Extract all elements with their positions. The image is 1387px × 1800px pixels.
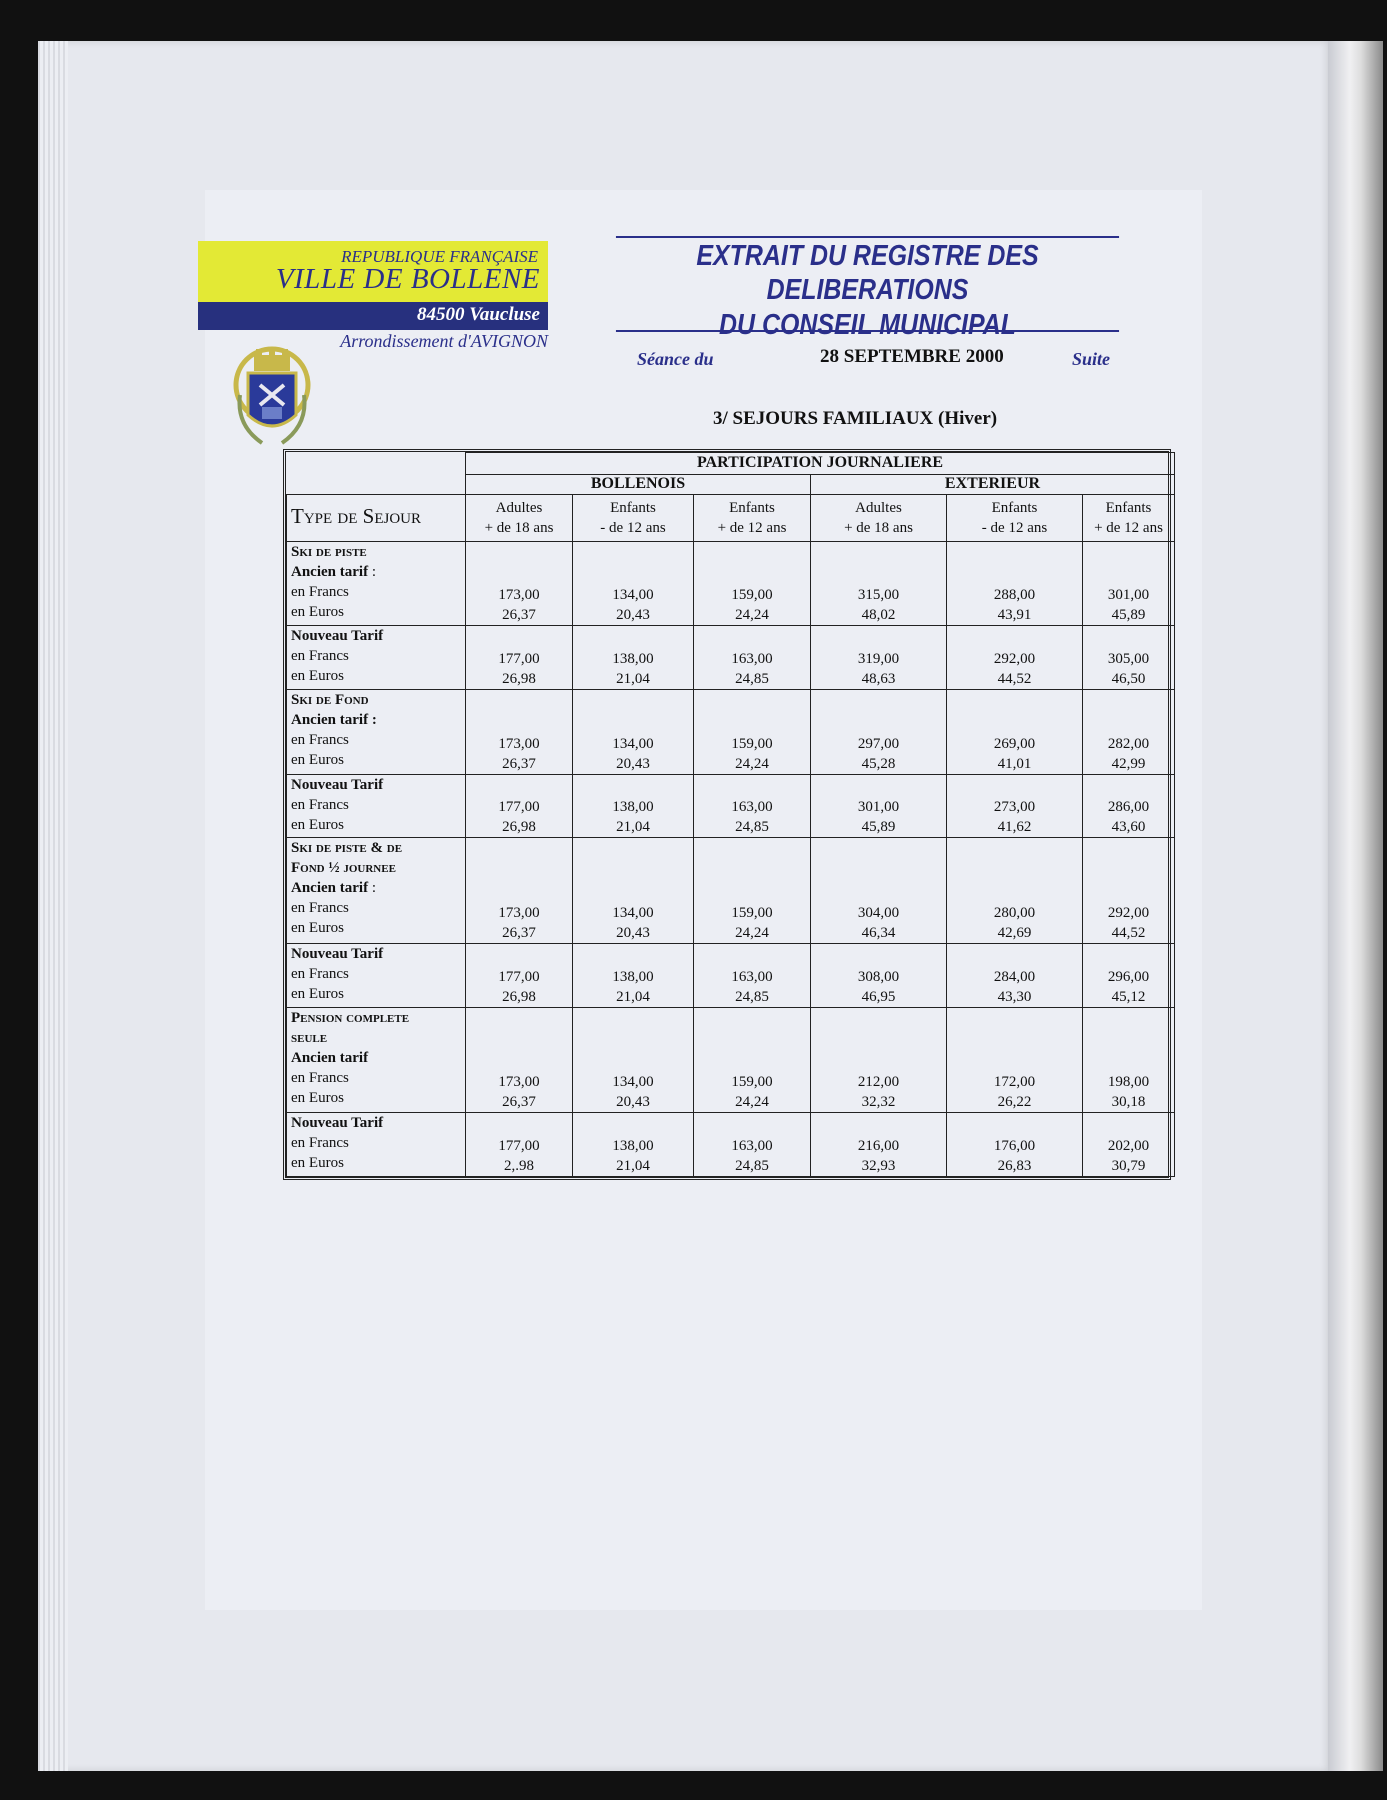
table-corner [287, 453, 466, 495]
francs-value: 198,00 [1107, 1074, 1150, 1091]
value-cell [466, 774, 573, 838]
francs-value: 159,00 [731, 904, 773, 921]
euros-value: 20,43 [616, 755, 650, 772]
euros-value: 42,69 [997, 924, 1032, 941]
euros-value: 48,02 [861, 607, 896, 624]
francs-value: 177,00 [498, 968, 540, 985]
francs-value: 288,00 [993, 587, 1036, 604]
francs-label: en Francs [291, 1135, 349, 1152]
value-cell [811, 1007, 947, 1113]
euros-value: 26,98 [502, 819, 536, 836]
exterieur-header: EXTERIEUR [811, 474, 1175, 494]
value-cell [811, 541, 947, 626]
francs-value: 159,00 [731, 587, 773, 604]
tarif-line [291, 1113, 462, 1133]
coat-of-arms-icon [232, 345, 312, 455]
value-cell [947, 943, 1083, 1007]
euros-value: 20,43 [616, 607, 650, 624]
francs-value: 134,00 [612, 1074, 654, 1091]
value-cell [466, 690, 573, 775]
value-cell [573, 541, 694, 626]
francs-value: 134,00 [612, 735, 654, 752]
value-cell [573, 626, 694, 690]
value-cell [573, 774, 694, 838]
value-cell [947, 774, 1083, 838]
euros-value: 32,32 [861, 1094, 896, 1111]
francs-value: 177,00 [498, 651, 540, 668]
francs-value: 284,00 [993, 968, 1036, 985]
value-cell [947, 690, 1083, 775]
euros-value: 20,43 [616, 924, 650, 941]
value-cell [1083, 774, 1175, 838]
table-row [287, 774, 1175, 838]
euros-value: 30,18 [1111, 1094, 1146, 1111]
value-cell [466, 1007, 573, 1113]
francs-value: 163,00 [731, 799, 773, 816]
euros-value: 24,85 [735, 671, 769, 688]
value-cell [947, 1113, 1083, 1177]
euros-value: 46,50 [1111, 671, 1146, 688]
francs-value: 282,00 [1107, 735, 1150, 752]
value-cell [811, 626, 947, 690]
column-header-line1: Enfants [610, 499, 656, 516]
euros-value: 24,24 [735, 607, 769, 624]
department-banner [198, 302, 548, 330]
euros-value: 26,37 [502, 755, 536, 772]
euros-label: en Euros [291, 668, 344, 685]
book-right-edge [1328, 41, 1383, 1771]
francs-value: 319,00 [857, 651, 900, 668]
francs-value: 173,00 [498, 904, 540, 921]
tarif-label: Ancien tarif [291, 563, 369, 580]
title-line-1: EXTRAIT DU REGISTRE DES DELIBERATIONS [696, 240, 1039, 306]
page-stack-edge [38, 41, 68, 1771]
tarif-label: Nouveau Tarif [291, 628, 384, 645]
value-cell [694, 1007, 811, 1113]
tarif-table [283, 449, 1171, 1180]
column-header-line1: Adultes [855, 499, 902, 516]
francs-value: 269,00 [993, 735, 1036, 752]
francs-value: 315,00 [857, 587, 900, 604]
table-row [287, 626, 1175, 690]
tarif-line [291, 710, 462, 730]
column-header [811, 494, 947, 541]
column-header-line1: Enfants [991, 499, 1038, 516]
tarif-line [291, 775, 462, 795]
category-label: Ski de Fond [291, 692, 369, 709]
value-cell [947, 626, 1083, 690]
category-label: Ski de piste [291, 543, 367, 560]
value-cell [1083, 626, 1175, 690]
value-cell [466, 541, 573, 626]
row-label-cell [287, 541, 466, 626]
francs-value: 173,00 [498, 587, 540, 604]
value-cell [1083, 690, 1175, 775]
euros-value: 26,83 [997, 1158, 1032, 1174]
euros-value: 24,85 [735, 819, 769, 836]
tarif-label: Nouveau Tarif [291, 776, 384, 793]
suite-label: Suite [1072, 349, 1111, 369]
francs-value: 163,00 [731, 1138, 773, 1154]
category-label: Ski de piste & de [291, 840, 403, 857]
francs-value: 273,00 [993, 799, 1036, 816]
value-cell [694, 838, 811, 944]
euros-value: 26,37 [502, 607, 536, 624]
column-header [466, 494, 573, 541]
euros-value: 24,85 [735, 1158, 769, 1174]
euros-value: 24,24 [735, 1094, 769, 1111]
value-cell [811, 690, 947, 775]
value-cell [573, 1113, 694, 1177]
euros-label: en Euros [291, 1155, 344, 1172]
value-cell [1083, 1113, 1175, 1177]
euros-value: 45,12 [1111, 988, 1146, 1005]
francs-value: 177,00 [498, 1138, 540, 1154]
value-cell [573, 690, 694, 775]
euros-value: 26,37 [502, 1094, 536, 1111]
francs-label: en Francs [291, 796, 349, 813]
value-cell [694, 541, 811, 626]
euros-value: 26,98 [502, 671, 536, 688]
francs-value: 301,00 [857, 799, 900, 816]
row-label-cell [287, 1113, 466, 1177]
francs-value: 177,00 [498, 799, 540, 816]
euros-value: 26,37 [502, 924, 536, 941]
euros-value: 24,24 [735, 755, 769, 772]
euros-value: 30,79 [1111, 1158, 1146, 1174]
column-header-line1: Enfants [729, 499, 775, 516]
department-text: 84500 Vaucluse [417, 304, 540, 325]
francs-label: en Francs [291, 732, 349, 749]
euros-value: 45,28 [861, 755, 896, 772]
francs-value: 292,00 [1107, 904, 1150, 921]
euros-value: 43,60 [1111, 819, 1146, 836]
euros-value: 45,89 [1111, 607, 1146, 624]
francs-value: 301,00 [1107, 587, 1150, 604]
francs-label: en Francs [291, 965, 349, 982]
section-title: 3/ SEJOURS FAMILIAUX (Hiver) [713, 408, 998, 429]
francs-value: 216,00 [857, 1138, 900, 1154]
euros-value: 46,34 [861, 924, 896, 941]
euros-value: 20,43 [616, 1094, 650, 1111]
euros-value: 41,01 [997, 755, 1032, 772]
tarif-line [291, 944, 462, 964]
column-header-line2: + de 18 ans [484, 519, 554, 536]
francs-value: 305,00 [1107, 651, 1150, 668]
row-label-cell [287, 626, 466, 690]
euros-value: 32,93 [861, 1158, 896, 1174]
euros-value: 46,95 [861, 988, 896, 1005]
value-cell [573, 838, 694, 944]
francs-label: en Francs [291, 900, 349, 917]
ville-name: VILLE DE BOLLENE [275, 263, 540, 295]
row-label-cell [287, 690, 466, 775]
value-cell [811, 838, 947, 944]
column-header [947, 494, 1083, 541]
francs-value: 173,00 [498, 1074, 540, 1091]
francs-value: 286,00 [1107, 799, 1150, 816]
seance-label: Séance du [637, 349, 714, 369]
tarif-suffix: : [368, 563, 376, 580]
francs-value: 212,00 [857, 1074, 900, 1091]
francs-value: 176,00 [993, 1138, 1036, 1154]
row-label-cell [287, 774, 466, 838]
seance-date: 28 SEPTEMBRE 2000 [820, 346, 1004, 367]
euros-value: 24,85 [735, 988, 769, 1005]
value-cell [466, 626, 573, 690]
row-label-cell [287, 838, 466, 944]
tarif-suffix: : [368, 880, 376, 897]
euros-value: 44,52 [1111, 924, 1146, 941]
table-row [287, 1007, 1175, 1113]
brand-banner [198, 241, 548, 302]
francs-value: 159,00 [731, 1074, 773, 1091]
francs-value: 138,00 [612, 651, 654, 668]
column-header-line1: Enfants [1105, 499, 1152, 516]
value-cell [947, 1007, 1083, 1113]
value-cell [694, 774, 811, 838]
participation-header: PARTICIPATION JOURNALIERE [466, 453, 1175, 475]
euros-value: 44,52 [997, 671, 1032, 688]
tarif-label: Ancien tarif [291, 1049, 369, 1066]
value-cell [947, 838, 1083, 944]
column-header-line1: Adultes [495, 499, 543, 516]
francs-label: en Francs [291, 1069, 349, 1086]
value-cell [694, 943, 811, 1007]
francs-value: 138,00 [612, 968, 654, 985]
value-cell [466, 943, 573, 1007]
francs-value: 297,00 [857, 735, 900, 752]
bollenois-header: BOLLENOIS [466, 474, 811, 494]
value-cell [1083, 1007, 1175, 1113]
francs-value: 138,00 [612, 799, 654, 816]
euros-value: 26,98 [502, 988, 536, 1005]
francs-value: 172,00 [993, 1074, 1036, 1091]
republique-text: REPUBLIQUE FRANÇAISE [341, 247, 538, 266]
euros-value: 26,22 [997, 1094, 1032, 1111]
euros-value: 24,24 [735, 924, 769, 941]
euros-value: 42,99 [1111, 755, 1146, 772]
column-header [694, 494, 811, 541]
francs-value: 308,00 [857, 968, 900, 985]
euros-value: 43,30 [997, 988, 1032, 1005]
column-header-line2: - de 12 ans [981, 519, 1048, 536]
value-cell [694, 626, 811, 690]
euros-label: en Euros [291, 816, 344, 833]
francs-value: 280,00 [993, 904, 1036, 921]
type-sejour-header: Type de Sejour [287, 494, 466, 541]
value-cell [466, 838, 573, 944]
tarif-table-grid [286, 452, 1175, 1177]
euros-label: en Euros [291, 752, 344, 769]
francs-value: 163,00 [731, 968, 773, 985]
francs-value: 296,00 [1107, 968, 1150, 985]
francs-value: 159,00 [731, 735, 773, 752]
euros-value: 41,62 [997, 819, 1032, 836]
francs-value: 202,00 [1107, 1138, 1150, 1154]
value-cell [694, 690, 811, 775]
table-row [287, 541, 1175, 626]
tarif-line [291, 626, 462, 646]
euros-label: en Euros [291, 1089, 344, 1106]
row-label-cell [287, 943, 466, 1007]
francs-value: 292,00 [993, 651, 1036, 668]
euros-label: en Euros [291, 603, 344, 620]
francs-value: 304,00 [857, 904, 900, 921]
francs-label: en Francs [291, 648, 349, 665]
value-cell [947, 541, 1083, 626]
euros-value: 21,04 [616, 671, 650, 688]
table-row [287, 1113, 1175, 1177]
francs-value: 163,00 [731, 651, 773, 668]
value-cell [811, 774, 947, 838]
euros-value: 43,91 [997, 607, 1032, 624]
euros-label: en Euros [291, 920, 344, 937]
column-header [1083, 494, 1175, 541]
value-cell [573, 1007, 694, 1113]
value-cell [1083, 541, 1175, 626]
table-row [287, 690, 1175, 775]
euros-value: 21,04 [616, 1158, 650, 1174]
document-title [616, 236, 1119, 341]
tarif-label: Nouveau Tarif [291, 945, 384, 962]
value-cell [1083, 838, 1175, 944]
category-label-2: Fond ½ journee [291, 860, 396, 877]
francs-value: 173,00 [498, 735, 540, 752]
value-cell [811, 1113, 947, 1177]
tarif-label: Nouveau Tarif [291, 1115, 384, 1132]
euros-label: en Euros [291, 985, 344, 1002]
value-cell [1083, 943, 1175, 1007]
euros-value: 21,04 [616, 819, 650, 836]
tarif-label: Ancien tarif : [291, 712, 377, 729]
euros-value: 45,89 [861, 819, 896, 836]
row-label-cell [287, 1007, 466, 1113]
euros-value: 2,.98 [504, 1158, 534, 1174]
euros-value: 48,63 [861, 671, 896, 688]
tarif-label: Ancien tarif [291, 880, 369, 897]
tarif-line [291, 562, 462, 582]
table-row [287, 838, 1175, 944]
arrondissement-text: Arrondissement d'AVIGNON [340, 331, 548, 351]
tarif-line [291, 1048, 462, 1068]
value-cell [811, 943, 947, 1007]
column-header-line2: - de 12 ans [600, 519, 666, 536]
column-header [573, 494, 694, 541]
title-line-2: DU CONSEIL MUNICIPAL [719, 309, 1016, 341]
value-cell [466, 1113, 573, 1177]
category-label: Pension complete [291, 1009, 410, 1026]
column-header-line2: + de 12 ans [1094, 519, 1163, 536]
tarif-line [291, 878, 462, 898]
euros-value: 21,04 [616, 988, 650, 1005]
francs-value: 134,00 [612, 587, 654, 604]
value-cell [573, 943, 694, 1007]
francs-label: en Francs [291, 583, 349, 600]
francs-value: 134,00 [612, 904, 654, 921]
category-label-2: seule [291, 1029, 328, 1046]
table-row [287, 943, 1175, 1007]
column-header-line2: + de 18 ans [844, 519, 913, 536]
value-cell [694, 1113, 811, 1177]
column-header-line2: + de 12 ans [717, 519, 787, 536]
francs-value: 138,00 [612, 1138, 654, 1154]
